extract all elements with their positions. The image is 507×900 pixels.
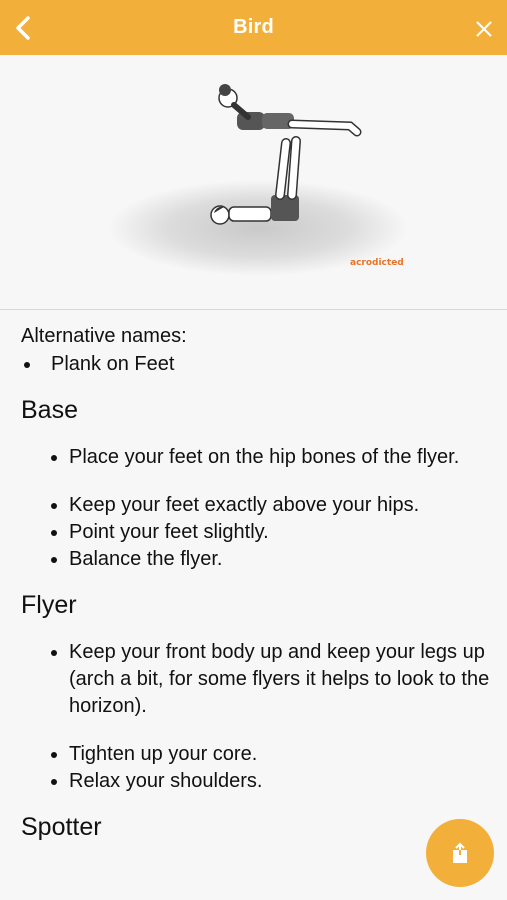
section-title-spotter: Spotter [21, 813, 102, 841]
brand-watermark: acrodicted [350, 258, 404, 268]
acro-bird-pose-image [0, 55, 507, 310]
section-title-base: Base [21, 396, 78, 424]
navbar [0, 0, 507, 55]
share-icon [448, 841, 472, 865]
list-item: Balance the flyer. [21, 546, 491, 573]
list-item: Keep your feet exactly above your hips. [21, 492, 491, 519]
flyer-steps-list [21, 639, 491, 795]
close-button[interactable] [469, 14, 499, 44]
pose-illustration [0, 55, 507, 310]
section-title-flyer: Flyer [21, 591, 77, 619]
list-item: Plank on Feet [21, 350, 491, 378]
chevron-left-icon [8, 10, 44, 46]
share-button[interactable] [426, 819, 494, 887]
list-item: Keep your front body up and keep your legs up (arch a bit, for some flyers it helps to look to the horizon). [21, 639, 491, 720]
alternative-names-list [21, 350, 491, 378]
back-button[interactable] [8, 10, 44, 46]
base-steps-list [21, 444, 491, 573]
list-item: Point your feet slightly. [21, 519, 491, 546]
page-title: Bird [233, 16, 274, 38]
alternative-names-title: Alternative names: [21, 325, 187, 347]
list-item: Place your feet on the hip bones of the flyer. [21, 444, 491, 471]
pose-description [21, 322, 491, 843]
list-item: Relax your shoulders. [21, 768, 491, 795]
close-icon [469, 14, 499, 44]
list-item: Tighten up your core. [21, 741, 491, 768]
